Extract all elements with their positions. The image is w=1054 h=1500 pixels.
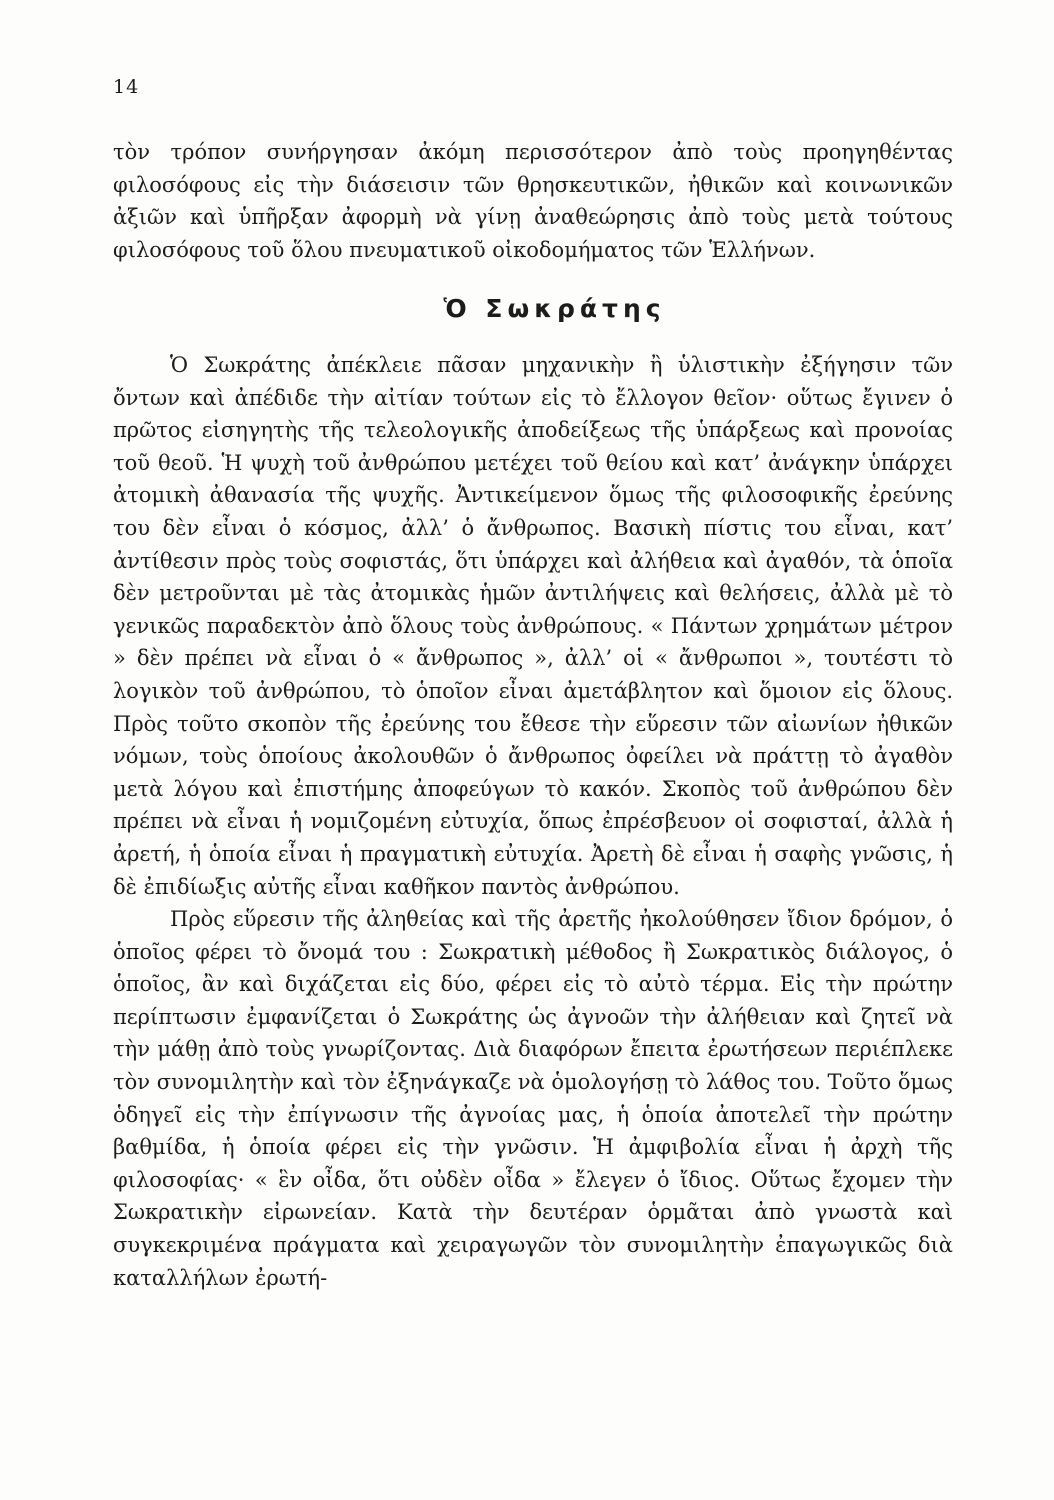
paragraph-socrates-philosophy: Ὁ Σωκράτης ἀπέκλειε πᾶσαν μηχανικὴν ἢ ὑλιστικὴν ἐξήγησιν τῶν ὄντων καὶ ἀπέδιδε τὴν αἰτίαν τούτων εἰς τὸ ἔλλογον θεῖον· οὕτως ἔγινεν ὁ πρῶτος εἰσηγητὴς τῆς τελεολογικῆς ἀποδείξεως τῆς ὑπάρξεως καὶ προνοίας τοῦ θεοῦ. Ἡ ψυχὴ τοῦ ἀνθρώπου μετέχει τοῦ θείου καὶ κατ’ ἀνάγκην ὑπάρχει ἀτομικὴ ἀθανασία τῆς ψυχῆς. Ἀντικείμενον ὅμως τῆς φιλοσοφικῆς ἐρεύνης του δὲν εἶναι ὁ κόσμος, ἀλλ’ ὁ ἄνθρωπος. Βασικὴ πίστις του εἶναι, κατ’ ἀντίθεσιν πρὸς τοὺς σοφιστάς, ὅτι ὑπάρχει καὶ ἀλήθεια καὶ ἀγαθόν, τὰ ὁποῖα δὲν μετροῦνται μὲ τὰς ἀτομικὰς ἡμῶν ἀντιλήψεις καὶ θελήσεις, ἀλλὰ μὲ τὸ γενικῶς παραδεκτὸν ἀπὸ ὅλους τοὺς ἀνθρώπους. « Πάντων χρημάτων μέτρον » δὲν πρέπει νὰ εἶναι ὁ « ἄνθρωπος », ἀλλ’ οἱ « ἄνθρωποι », τουτέστι τὸ λογικὸν τοῦ ἀνθρώπου, τὸ ὁποῖον εἶναι ἀμετάβλητον καὶ ὅμοιον εἰς ὅλους. Πρὸς τοῦτο σκοπὸν τῆς ἐρεύνης του ἔθεσε τὴν εὕρεσιν τῶν αἰωνίων ἠθικῶν νόμων, τοὺς ὁποίους ἀκολουθῶν ὁ ἄνθρωπος ὀφείλει νὰ πράττῃ τὸ ἀγαθὸν μετὰ λόγου καὶ ἐπιστήμης ἀποφεύγων τὸ κακόν. Σκοπὸς τοῦ ἀνθρώπου δὲν πρέπει νὰ εἶναι ἡ νομιζομένη εὐτυχία, ὅπως ἐπρέσβευον οἱ σοφισταί, ἀλλὰ ἡ ἀρετή, ἡ ὁποία εἶναι ἡ πραγματικὴ εὐτυχία. Ἀρετὴ δὲ εἶναι ἡ σαφὴς γνῶσις, ἡ δὲ ἐπιδίωξις αὐτῆς εἶναι καθῆκον παντὸς ἀνθρώπου. bbox=[113, 353, 953, 899]
section-heading: Ὁ Σωκράτης bbox=[443, 294, 666, 323]
top-paragraph-block bbox=[113, 136, 953, 266]
page-number: 14 bbox=[113, 76, 140, 98]
main-text-block bbox=[113, 349, 953, 1294]
continuation-paragraph: τὸν τρόπον συνήργησαν ἀκόμη περισσότερον ἀπὸ τοὺς προηγηθέντας φιλοσόφους εἰς τὴν διάσεισιν τῶν θρησκευτικῶν, ἠθικῶν καὶ κοινωνικῶν ἀξιῶν καὶ ὑπῆρξαν ἀφορμὴ νὰ γίνῃ ἀναθεώρησις ἀπὸ τοὺς μετὰ τούτους φιλοσόφους τοῦ ὅλου πνευματικοῦ οἰκοδομήματος τῶν Ἑλλήνων. bbox=[113, 140, 953, 262]
paragraph-socratic-method: Πρὸς εὕρεσιν τῆς ἀληθείας καὶ τῆς ἀρετῆς ἠκολούθησεν ἴδιον δρόμον, ὁ ὁποῖος φέρει τὸ ὄνομά του : Σωκρατικὴ μέθοδος ἢ Σωκρατικὸς διάλογος, ὁ ὁποῖος, ἂν καὶ διχάζεται εἰς δύο, φέρει εἰς τὸ αὐτὸ τέρμα. Εἰς τὴν πρώτην περίπτωσιν ἐμφανίζεται ὁ Σωκράτης ὡς ἀγνοῶν τὴν ἀλήθειαν καὶ ζητεῖ νὰ τὴν μάθῃ ἀπὸ τοὺς γνωρίζοντας. Διὰ διαφόρων ἔπειτα ἐρωτήσεων περιέπλεκε τὸν συνομιλητὴν καὶ τὸν ἐξηνάγκαζε νὰ ὁμολογήσῃ τὸ λάθος του. Τοῦτο ὅμως ὁδηγεῖ εἰς τὴν ἐπίγνωσιν τῆς ἀγνοίας μας, ἡ ὁποία ἀποτελεῖ τὴν πρώτην βαθμίδα, ἡ ὁποία φέρει εἰς τὴν γνῶσιν. Ἡ ἀμφιβολία εἶναι ἡ ἀρχὴ τῆς φιλοσοφίας· « ἓν οἶδα, ὅτι οὐδὲν οἶδα » ἔλεγεν ὁ ἴδιος. Οὕτως ἔχομεν τὴν Σωκρατικὴν εἰρωνείαν. Κατὰ τὴν δευτέραν ὁρμᾶται ἀπὸ γνωστὰ καὶ συγκεκριμένα πράγματα καὶ χειραγωγῶν τὸν συνομιλητὴν ἐπαγωγικῶς διὰ καταλλήλων ἐρωτή- bbox=[113, 907, 953, 1290]
